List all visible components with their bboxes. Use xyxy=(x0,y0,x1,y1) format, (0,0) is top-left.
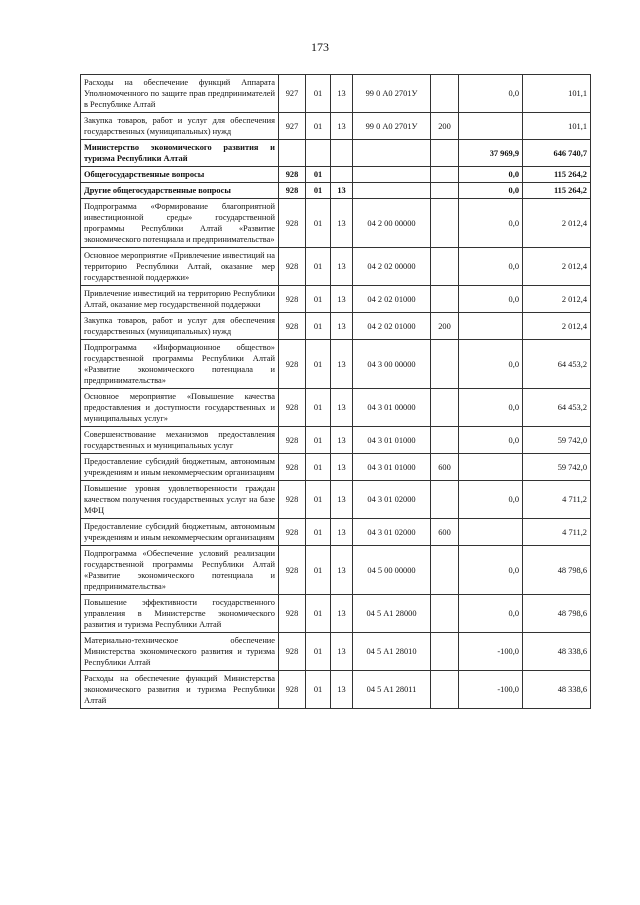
subsection-code-cell: 13 xyxy=(331,427,353,454)
subsection-code-cell: 13 xyxy=(331,389,353,427)
change-amount-cell: 0,0 xyxy=(459,481,523,519)
target-article-cell: 04 2 02 01000 xyxy=(353,313,431,340)
department-code-cell: 928 xyxy=(279,633,306,671)
total-amount-cell: 59 742,0 xyxy=(523,454,591,481)
department-code-cell: 928 xyxy=(279,340,306,389)
department-code-cell: 928 xyxy=(279,167,306,183)
table-row xyxy=(81,389,591,427)
expense-type-cell xyxy=(431,167,459,183)
section-code-cell: 01 xyxy=(306,248,331,286)
department-code-cell: 928 xyxy=(279,454,306,481)
target-article-cell: 04 3 00 00000 xyxy=(353,340,431,389)
change-amount-cell: 0,0 xyxy=(459,427,523,454)
expense-name-cell: Основное мероприятие «Привлечение инвестиций на территорию Республики Алтай, оказание мер государственной поддержки» xyxy=(81,248,279,286)
expense-type-cell xyxy=(431,248,459,286)
subsection-code-cell: 13 xyxy=(331,519,353,546)
table-row xyxy=(81,454,591,481)
total-amount-cell: 48 338,6 xyxy=(523,671,591,709)
total-amount-cell: 2 012,4 xyxy=(523,313,591,340)
expense-type-cell xyxy=(431,671,459,709)
total-amount-cell: 115 264,2 xyxy=(523,167,591,183)
change-amount-cell: 37 969,9 xyxy=(459,140,523,167)
total-amount-cell: 48 798,6 xyxy=(523,595,591,633)
subsection-code-cell: 13 xyxy=(331,546,353,595)
expense-name-cell: Подпрограмма «Формирование благоприятной инвестиционной среды» государственной программы Республики Алтай «Развитие экономического потенциала и предпринимательства» xyxy=(81,199,279,248)
expense-type-cell xyxy=(431,595,459,633)
change-amount-cell xyxy=(459,313,523,340)
subsection-code-cell: 13 xyxy=(331,595,353,633)
change-amount-cell: 0,0 xyxy=(459,248,523,286)
expense-type-cell: 200 xyxy=(431,313,459,340)
department-code-cell: 927 xyxy=(279,75,306,113)
change-amount-cell xyxy=(459,454,523,481)
table-row xyxy=(81,75,591,113)
total-amount-cell: 2 012,4 xyxy=(523,248,591,286)
expense-name-cell: Расходы на обеспечение функций Министерства экономического развития и туризма Республики Алтай xyxy=(81,671,279,709)
total-amount-cell: 2 012,4 xyxy=(523,199,591,248)
target-article-cell: 04 2 02 00000 xyxy=(353,248,431,286)
expense-name-cell: Основное мероприятие «Повышение качества предоставления и доступности государственных и муниципальных услуг» xyxy=(81,389,279,427)
table-row xyxy=(81,671,591,709)
table-row xyxy=(81,340,591,389)
department-code-cell: 928 xyxy=(279,671,306,709)
department-code-cell xyxy=(279,140,306,167)
expense-type-cell xyxy=(431,389,459,427)
table-row xyxy=(81,546,591,595)
table-row xyxy=(81,313,591,340)
expense-name-cell: Предоставление субсидий бюджетным, автономным учреждениям и иным некоммерческим организациям xyxy=(81,454,279,481)
target-article-cell: 04 3 01 02000 xyxy=(353,481,431,519)
expense-type-cell xyxy=(431,286,459,313)
total-amount-cell: 48 338,6 xyxy=(523,633,591,671)
total-amount-cell: 59 742,0 xyxy=(523,427,591,454)
table-row xyxy=(81,199,591,248)
change-amount-cell: 0,0 xyxy=(459,595,523,633)
subsection-code-cell: 13 xyxy=(331,75,353,113)
total-amount-cell: 4 711,2 xyxy=(523,519,591,546)
change-amount-cell: 0,0 xyxy=(459,75,523,113)
section-code-cell: 01 xyxy=(306,286,331,313)
subsection-code-cell: 13 xyxy=(331,113,353,140)
expense-name-cell: Подпрограмма «Информационное общество» государственной программы Республики Алтай «Развитие экономического потенциала и предпринимательства» xyxy=(81,340,279,389)
section-code-cell: 01 xyxy=(306,340,331,389)
department-code-cell: 928 xyxy=(279,546,306,595)
table-row xyxy=(81,481,591,519)
target-article-cell: 04 3 01 00000 xyxy=(353,389,431,427)
total-amount-cell: 115 264,2 xyxy=(523,183,591,199)
table-row xyxy=(81,113,591,140)
target-article-cell: 99 0 А0 2701У xyxy=(353,113,431,140)
department-code-cell: 928 xyxy=(279,519,306,546)
expense-name-cell: Общегосударственные вопросы xyxy=(81,167,279,183)
department-code-cell: 928 xyxy=(279,286,306,313)
table-row xyxy=(81,519,591,546)
expense-name-cell: Закупка товаров, работ и услуг для обеспечения государственных (муниципальных) нужд xyxy=(81,313,279,340)
section-code-cell: 01 xyxy=(306,671,331,709)
expense-name-cell: Подпрограмма «Обеспечение условий реализации государственной программы Республики Алтай «Развитие экономического потенциала и предпринимательства» xyxy=(81,546,279,595)
section-code-cell xyxy=(306,140,331,167)
department-code-cell: 928 xyxy=(279,248,306,286)
target-article-cell: 04 5 А1 28010 xyxy=(353,633,431,671)
expense-type-cell xyxy=(431,427,459,454)
section-code-cell: 01 xyxy=(306,633,331,671)
expense-type-cell xyxy=(431,140,459,167)
total-amount-cell: 101,1 xyxy=(523,75,591,113)
expense-type-cell: 600 xyxy=(431,454,459,481)
subsection-code-cell xyxy=(331,140,353,167)
subsection-code-cell: 13 xyxy=(331,248,353,286)
expense-name-cell: Материально-техническое обеспечение Министерства экономического развития и туризма Республики Алтай xyxy=(81,633,279,671)
section-code-cell: 01 xyxy=(306,167,331,183)
table-row xyxy=(81,595,591,633)
expense-type-cell: 600 xyxy=(431,519,459,546)
expense-name-cell: Закупка товаров, работ и услуг для обеспечения государственных (муниципальных) нужд xyxy=(81,113,279,140)
subsection-code-cell: 13 xyxy=(331,633,353,671)
change-amount-cell: 0,0 xyxy=(459,183,523,199)
expense-name-cell: Повышение уровня удовлетворенности граждан качеством получения государственных услуг на базе МФЦ xyxy=(81,481,279,519)
target-article-cell: 04 5 А1 28000 xyxy=(353,595,431,633)
table-row xyxy=(81,248,591,286)
expense-name-cell: Совершенствование механизмов предоставления государственных и муниципальных услуг xyxy=(81,427,279,454)
target-article-cell xyxy=(353,183,431,199)
department-code-cell: 928 xyxy=(279,199,306,248)
section-code-cell: 01 xyxy=(306,481,331,519)
target-article-cell: 04 5 А1 28011 xyxy=(353,671,431,709)
change-amount-cell: 0,0 xyxy=(459,167,523,183)
target-article-cell xyxy=(353,167,431,183)
department-code-cell: 928 xyxy=(279,389,306,427)
expense-name-cell: Повышение эффективности государственного управления в Министерстве экономического развития и туризма Республики Алтай xyxy=(81,595,279,633)
expense-type-cell xyxy=(431,546,459,595)
expense-type-cell xyxy=(431,340,459,389)
expense-type-cell xyxy=(431,75,459,113)
section-code-cell: 01 xyxy=(306,519,331,546)
table-row xyxy=(81,140,591,167)
section-code-cell: 01 xyxy=(306,595,331,633)
change-amount-cell: 0,0 xyxy=(459,199,523,248)
total-amount-cell: 64 453,2 xyxy=(523,389,591,427)
section-code-cell: 01 xyxy=(306,113,331,140)
expense-type-cell xyxy=(431,199,459,248)
subsection-code-cell: 13 xyxy=(331,454,353,481)
table-row xyxy=(81,427,591,454)
expense-name-cell: Расходы на обеспечение функций Аппарата Уполномоченного по защите прав предпринимателей в Республике Алтай xyxy=(81,75,279,113)
department-code-cell: 928 xyxy=(279,595,306,633)
subsection-code-cell: 13 xyxy=(331,199,353,248)
change-amount-cell xyxy=(459,519,523,546)
section-code-cell: 01 xyxy=(306,427,331,454)
expense-name-cell: Привлечение инвестиций на территорию Республики Алтай, оказание мер государственной поддержки xyxy=(81,286,279,313)
department-code-cell: 927 xyxy=(279,113,306,140)
subsection-code-cell xyxy=(331,167,353,183)
total-amount-cell: 4 711,2 xyxy=(523,481,591,519)
table-row xyxy=(81,167,591,183)
department-code-cell: 928 xyxy=(279,427,306,454)
total-amount-cell: 2 012,4 xyxy=(523,286,591,313)
expense-type-cell xyxy=(431,481,459,519)
total-amount-cell: 646 740,7 xyxy=(523,140,591,167)
change-amount-cell: 0,0 xyxy=(459,546,523,595)
subsection-code-cell: 13 xyxy=(331,481,353,519)
change-amount-cell: 0,0 xyxy=(459,340,523,389)
section-code-cell: 01 xyxy=(306,454,331,481)
section-code-cell: 01 xyxy=(306,546,331,595)
subsection-code-cell: 13 xyxy=(331,671,353,709)
expense-type-cell xyxy=(431,183,459,199)
subsection-code-cell: 13 xyxy=(331,340,353,389)
section-code-cell: 01 xyxy=(306,183,331,199)
page-number: 173 xyxy=(311,40,329,54)
change-amount-cell xyxy=(459,113,523,140)
total-amount-cell: 64 453,2 xyxy=(523,340,591,389)
section-code-cell: 01 xyxy=(306,199,331,248)
expense-name-cell: Министерство экономического развития и туризма Республики Алтай xyxy=(81,140,279,167)
expense-type-cell: 200 xyxy=(431,113,459,140)
change-amount-cell: 0,0 xyxy=(459,389,523,427)
expense-name-cell: Предоставление субсидий бюджетным, автономным учреждениям и иным некоммерческим организациям xyxy=(81,519,279,546)
budget-table xyxy=(80,74,591,709)
target-article-cell xyxy=(353,140,431,167)
section-code-cell: 01 xyxy=(306,389,331,427)
target-article-cell: 04 3 01 01000 xyxy=(353,427,431,454)
total-amount-cell: 101,1 xyxy=(523,113,591,140)
total-amount-cell: 48 798,6 xyxy=(523,546,591,595)
target-article-cell: 04 5 00 00000 xyxy=(353,546,431,595)
change-amount-cell: -100,0 xyxy=(459,671,523,709)
target-article-cell: 04 2 02 01000 xyxy=(353,286,431,313)
target-article-cell: 99 0 А0 2701У xyxy=(353,75,431,113)
table-row xyxy=(81,286,591,313)
section-code-cell: 01 xyxy=(306,75,331,113)
subsection-code-cell: 13 xyxy=(331,183,353,199)
target-article-cell: 04 3 01 02000 xyxy=(353,519,431,546)
department-code-cell: 928 xyxy=(279,183,306,199)
target-article-cell: 04 2 00 00000 xyxy=(353,199,431,248)
subsection-code-cell: 13 xyxy=(331,286,353,313)
change-amount-cell: -100,0 xyxy=(459,633,523,671)
department-code-cell: 928 xyxy=(279,313,306,340)
change-amount-cell: 0,0 xyxy=(459,286,523,313)
table-row xyxy=(81,633,591,671)
section-code-cell: 01 xyxy=(306,313,331,340)
expense-name-cell: Другие общегосударственные вопросы xyxy=(81,183,279,199)
target-article-cell: 04 3 01 01000 xyxy=(353,454,431,481)
expense-type-cell xyxy=(431,633,459,671)
subsection-code-cell: 13 xyxy=(331,313,353,340)
department-code-cell: 928 xyxy=(279,481,306,519)
table-row xyxy=(81,183,591,199)
